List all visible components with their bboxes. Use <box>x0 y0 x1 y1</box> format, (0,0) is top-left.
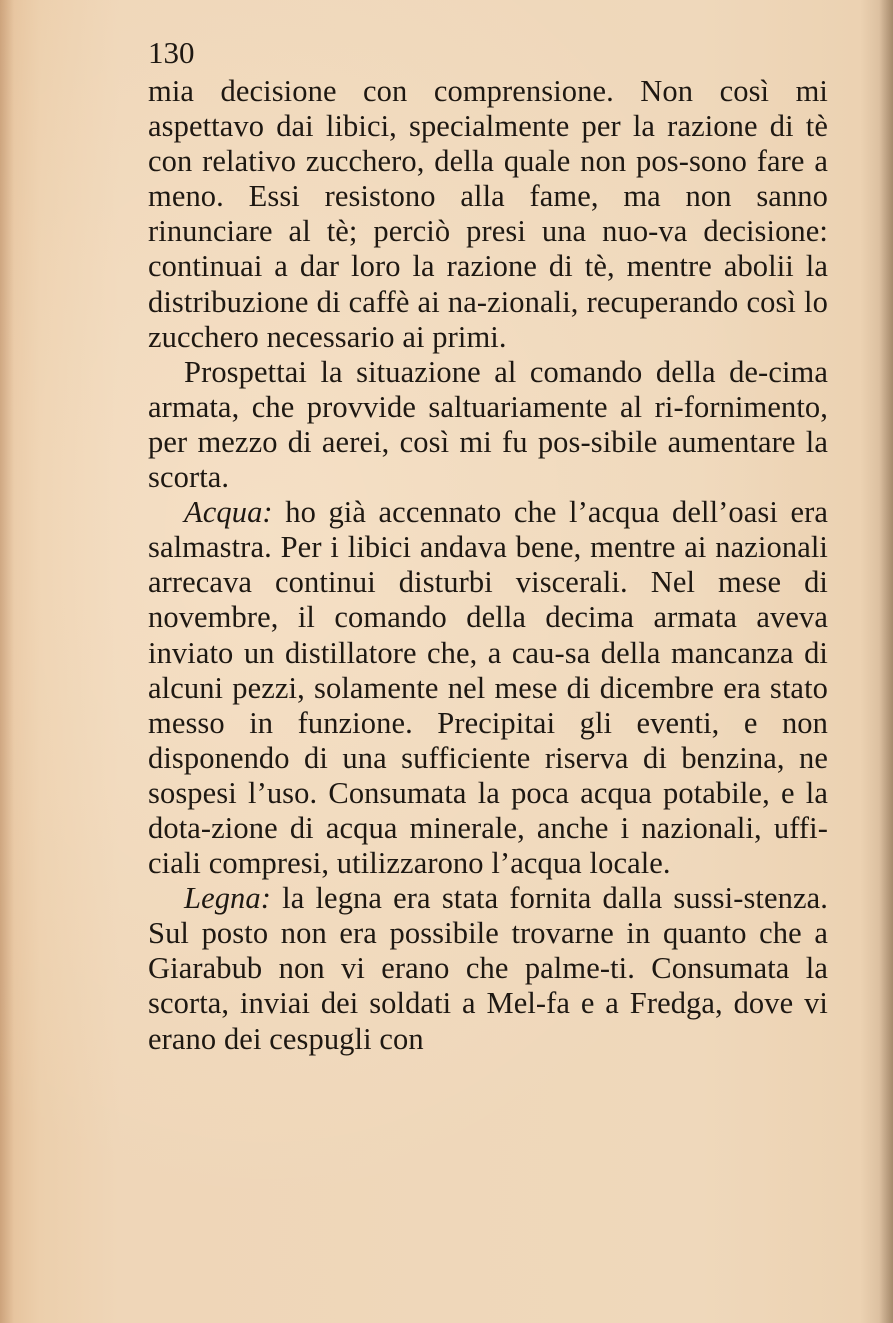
paragraph-4-body: la legna era stata fornita dalla sussi-stenza. Sul posto non era possibile trovarne in quanto che a Giarabub non vi erano che palme-ti. Consumata la scorta, inviai dei soldati a Mel-fa e a Fredga, dove vi erano dei cespugli con <box>148 881 828 1056</box>
paragraph-3 <box>148 495 828 881</box>
page-number: 130 <box>148 35 195 70</box>
section-lead-acqua: Acqua: <box>184 495 273 530</box>
section-lead-legna: Legna: <box>184 881 272 916</box>
paragraph-3-body: ho già accennato che l’acqua dell’oasi era salmastra. Per i libici andava bene, mentre ai nazionali arrecava continui disturbi viscerali. Nel mese di novembre, il comando della decima armata aveva inviato un distillatore che, a cau-sa della mancanza di alcuni pezzi, solamente nel mese di dicembre era stato messo in funzione. Precipitai gli eventi, e non disponendo di una sufficiente riserva di benzina, ne sospesi l’uso. Consumata la poca acqua potabile, e la dota-zione di acqua minerale, anche i nazionali, uffi-ciali compresi, utilizzarono l’acqua locale. <box>148 495 828 881</box>
body-text <box>148 74 828 1057</box>
paragraph-1: mia decisione con comprensione. Non così mi aspettavo dai libici, specialmente per la razione di tè con relativo zucchero, della quale non pos-sono fare a meno. Essi resistono alla fame, ma non sanno rinunciare al tè; perciò presi una nuo-va decisione: continuai a dar loro la razione di tè, mentre abolii la distribuzione di caffè ai na-zionali, recuperando così lo zucchero necessario ai primi. <box>148 74 828 354</box>
spine-shadow <box>0 0 14 1323</box>
page-edge-shadow <box>879 0 893 1323</box>
paragraph-2: Prospettai la situazione al comando della de-cima armata, che provvide saltuariamente al ri-fornimento, per mezzo di aerei, così mi fu pos-sibile aumentare la scorta. <box>148 354 828 495</box>
paragraph-4 <box>148 881 828 1056</box>
